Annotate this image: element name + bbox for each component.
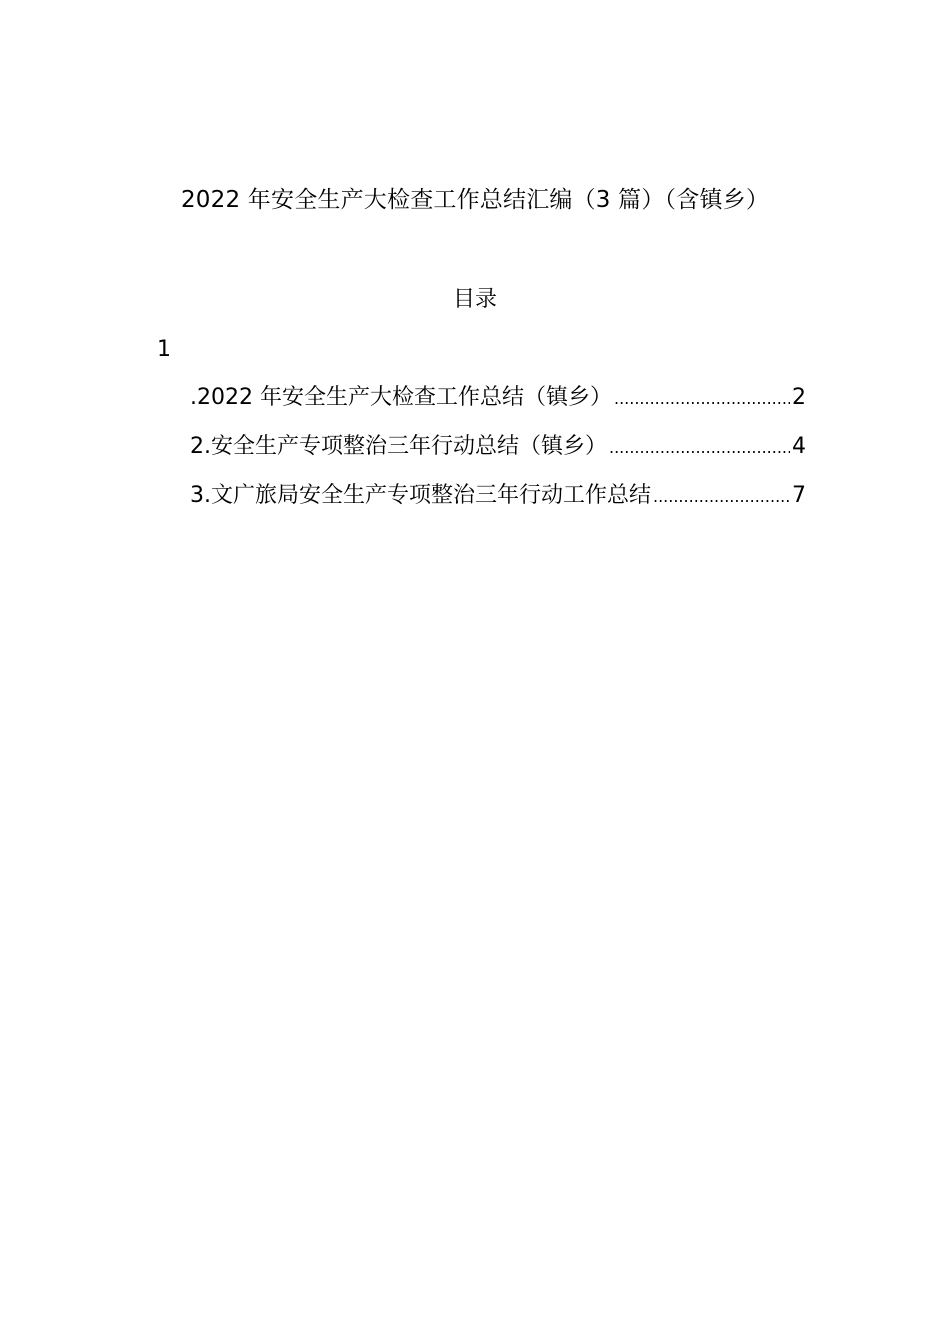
toc-entry[interactable] (190, 478, 806, 527)
toc-entry-title: .2022 年安全生产大检查工作总结（镇乡） (190, 385, 612, 410)
toc-dot-leader (653, 479, 790, 515)
toc-dot-leader (614, 381, 790, 417)
table-of-contents (190, 380, 806, 527)
toc-dot-leader (609, 430, 790, 466)
toc-heading: 目录 (452, 287, 497, 312)
toc-entry[interactable] (190, 429, 806, 478)
toc-entry[interactable] (190, 380, 806, 429)
toc-entry-page-number: 7 (792, 483, 806, 508)
document-title: 2022 年安全生产大检查工作总结汇编（3 篇）（含镇乡） (180, 187, 770, 213)
toc-entry-title: 2.安全生产专项整治三年行动总结（镇乡） (190, 434, 607, 459)
toc-marker: 1 (157, 337, 171, 362)
toc-entry-page-number: 2 (792, 385, 806, 410)
toc-entry-title: 3.文广旅局安全生产专项整治三年行动工作总结 (190, 483, 651, 508)
toc-entry-page-number: 4 (792, 434, 806, 459)
